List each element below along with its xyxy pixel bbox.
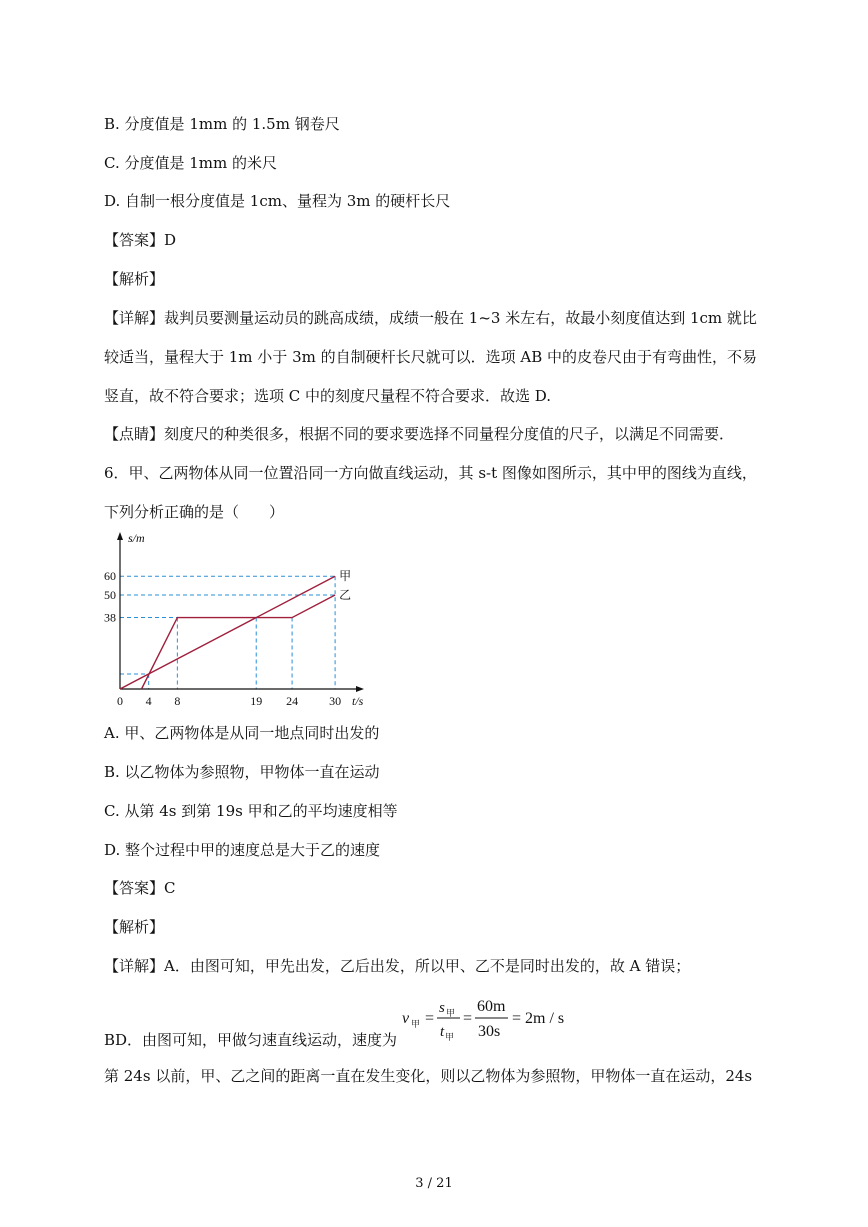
q5-detail-line-3: 竖直，故不符合要求；选项 C 中的刻度尺量程不符合要求．故选 D. (104, 387, 552, 405)
q6-answer: 【答案】C (104, 879, 176, 897)
y-axis-label: s/m (128, 531, 145, 545)
q5-option-c: C. 分度值是 1mm 的米尺 (104, 154, 278, 172)
formula-s: s (439, 1000, 445, 1016)
formula-v-sub: 甲 (411, 1019, 421, 1029)
formula-result: = 2m / s (512, 1010, 565, 1027)
series-line-0 (120, 576, 335, 689)
x-tick-8: 8 (174, 694, 181, 708)
x-axis-arrow (356, 686, 364, 692)
q6-option-a: A. 甲、乙两物体是从同一地点同时出发的 (104, 724, 380, 742)
x-tick-19: 19 (250, 694, 263, 708)
q6-option-d: D. 整个过程中甲的速度总是大于乙的速度 (104, 841, 381, 859)
q5-comment: 【点睛】刻度尺的种类很多，根据不同的要求要选择不同量程分度值的尺子，以满足不同需要． (104, 425, 735, 443)
st-graph (100, 530, 380, 720)
st-graph-svg (100, 530, 380, 720)
x-tick-0: 0 (117, 694, 123, 708)
q5-option-b: B. 分度值是 1mm 的 1.5m 钢卷尺 (104, 115, 340, 133)
svg-text:=: = (425, 1010, 435, 1027)
page-number: 3 / 21 (415, 1176, 453, 1191)
formula-t: t (440, 1024, 445, 1040)
svg-text:=: = (463, 1010, 473, 1027)
x-axis-label: t/s (352, 694, 364, 708)
formula-60m: 60m (477, 998, 506, 1015)
x-tick-30: 30 (329, 694, 342, 708)
q6-detail-a: 【详解】A．由图可知，甲先出发，乙后出发，所以甲、乙不是同时出发的，故 A 错误； (104, 957, 691, 975)
y-tick-50: 50 (104, 588, 116, 602)
q6-option-c: C. 从第 4s 到第 19s 甲和乙的平均速度相等 (104, 802, 398, 820)
y-axis-arrow (117, 532, 123, 540)
q6-option-b: B. 以乙物体为参照物，甲物体一直在运动 (104, 763, 380, 781)
x-tick-24: 24 (286, 694, 299, 708)
series-label-1: 乙 (339, 588, 352, 602)
y-tick-60: 60 (104, 569, 116, 584)
series-line-1 (142, 595, 336, 689)
series-label-0: 甲 (339, 569, 352, 584)
formula-t-sub: 甲 (445, 1032, 455, 1042)
x-tick-4: 4 (145, 694, 152, 708)
q6-stem-line-1: 6．甲、乙两物体从同一位置沿同一方向做直线运动，其 s-t 图像如图所示，其中甲的图线为直线， (104, 464, 757, 482)
q6-stem-line-2: 下列分析正确的是（ ） (104, 503, 285, 521)
formula-30s: 30s (478, 1023, 501, 1040)
q6-detail-bd-1: BD．由图可知，甲做匀速直线运动，速度为 (104, 1031, 398, 1049)
speed-formula-svg (400, 994, 600, 1044)
y-tick-38: 38 (104, 610, 116, 625)
q6-detail-bd-2: 第 24s 以前，甲、乙之间的距离一直在发生变化，则以乙物体为参照物，甲物体一直在运动，24s (104, 1067, 753, 1085)
q5-option-d: D. 自制一根分度值是 1cm、量程为 3m 的硬杆长尺 (104, 192, 451, 210)
q5-analysis-label: 【解析】 (104, 270, 165, 288)
q5-detail-line-2: 较适当，量程大于 1m 小于 3m 的自制硬杆长尺就可以．选项 AB 中的皮卷尺由于有弯曲性，不易 (104, 348, 758, 366)
formula-v: v (402, 1010, 410, 1027)
q6-analysis-label: 【解析】 (104, 918, 165, 936)
q5-answer: 【答案】D (104, 231, 177, 249)
formula-s-sub: 甲 (446, 1008, 456, 1018)
q5-detail-line-1: 【详解】裁判员要测量运动员的跳高成绩，成绩一般在 1~3 米左右，故最小刻度值达到 1cm 就比 (104, 309, 757, 327)
speed-formula (400, 994, 600, 1044)
